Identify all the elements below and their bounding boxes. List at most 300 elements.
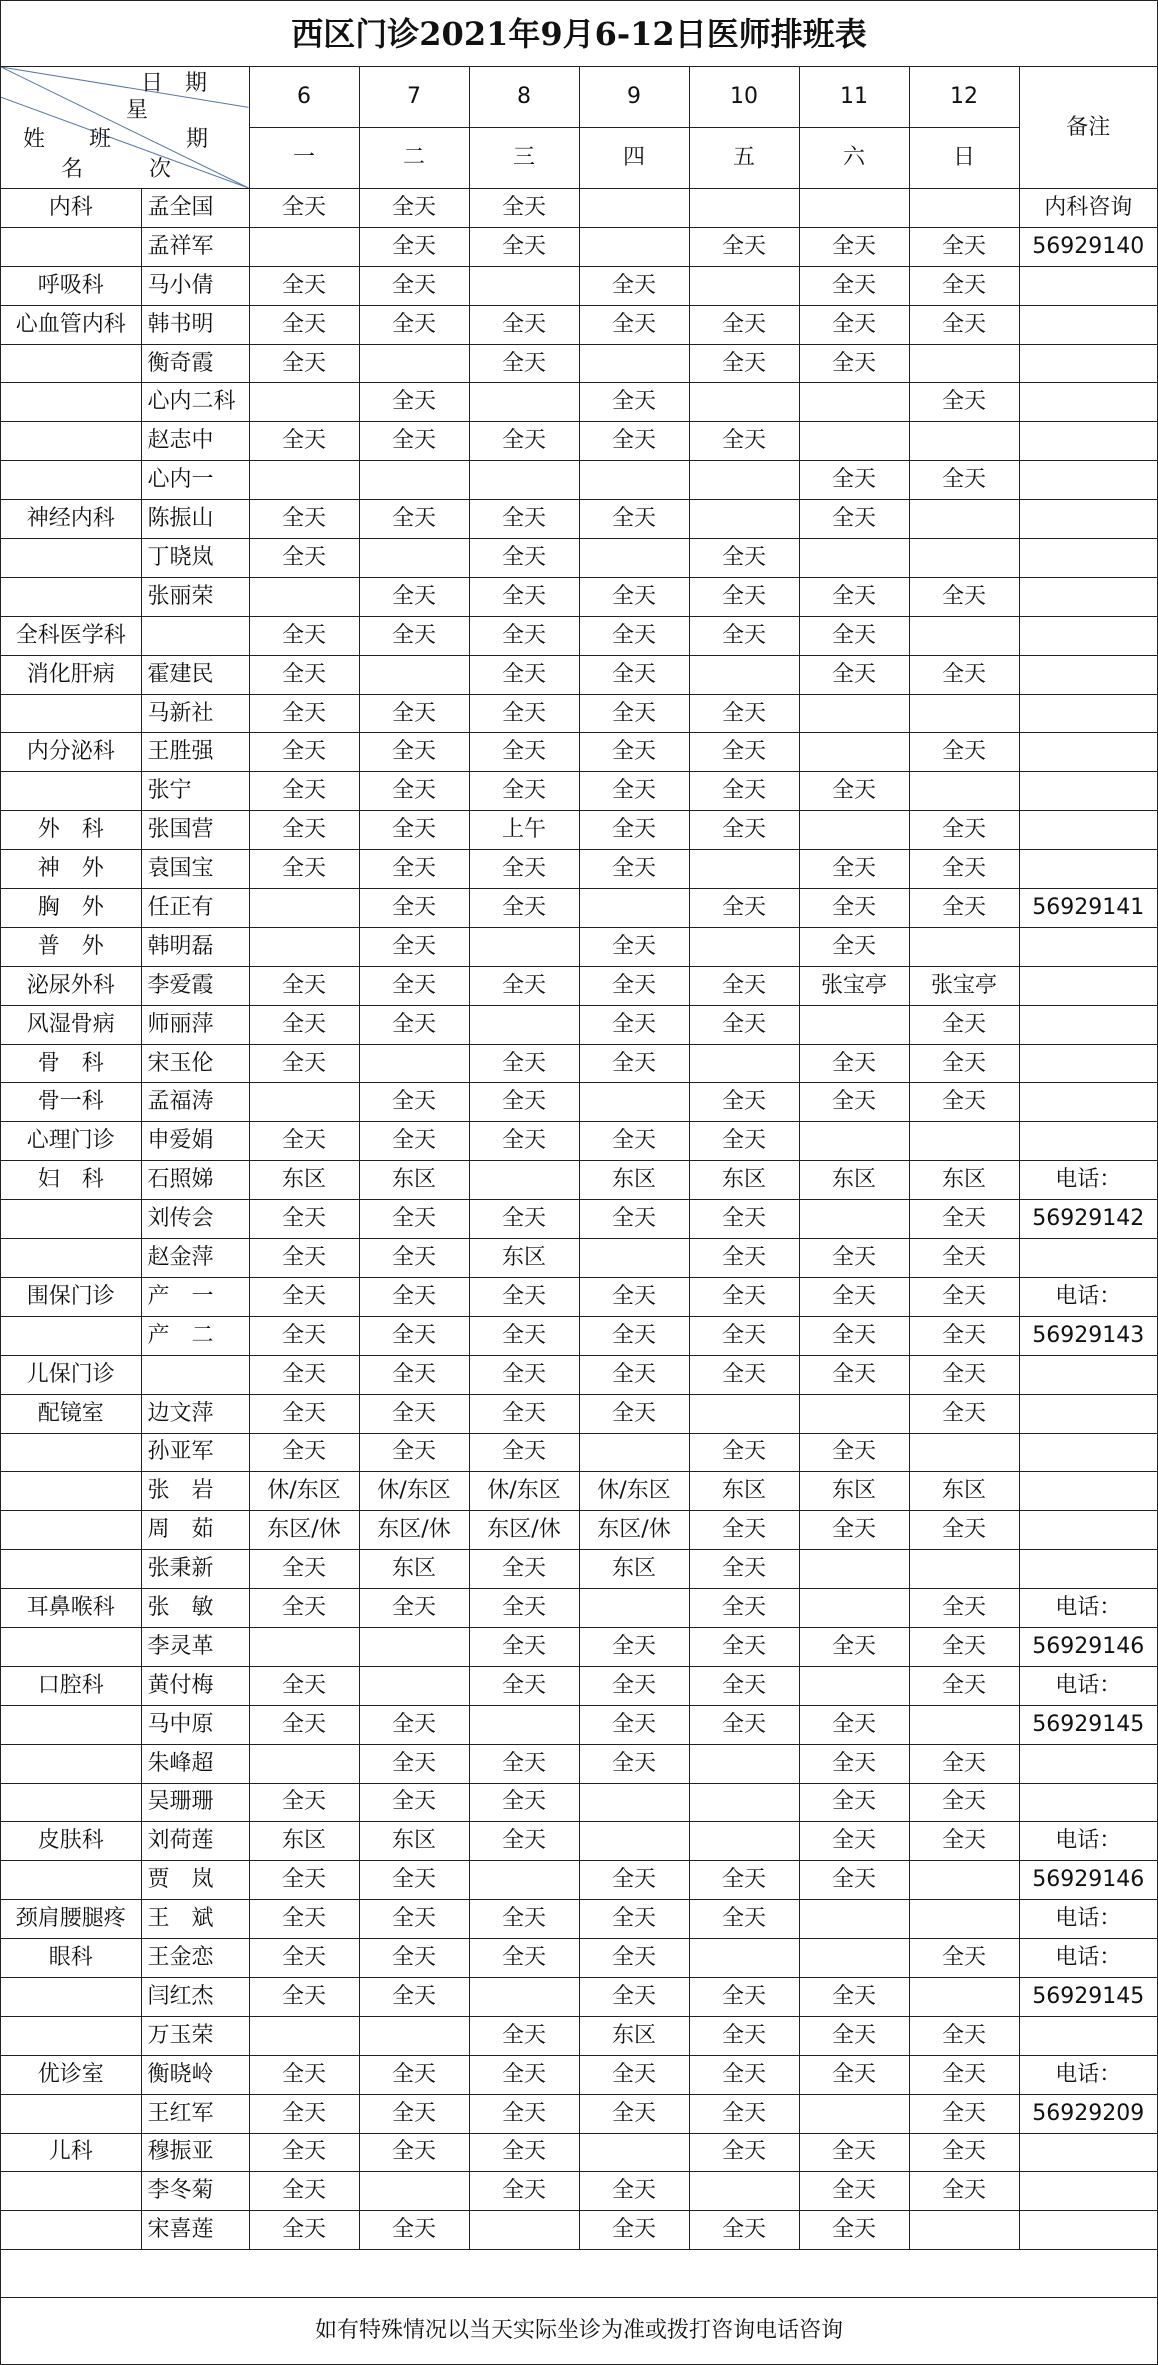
table-row <box>1 1783 1157 1822</box>
shift-cell: 全天 <box>689 1511 799 1550</box>
table-row <box>1 1433 1157 1472</box>
shift-cell: 全天 <box>689 2133 799 2172</box>
remarks-cell <box>1019 2133 1157 2172</box>
shift-cell <box>249 889 359 928</box>
department-cell <box>1 539 141 578</box>
shift-cell <box>249 1627 359 1666</box>
remarks-cell: 56929145 <box>1019 1705 1157 1744</box>
shift-cell: 全天 <box>689 1433 799 1472</box>
shift-cell <box>799 1666 909 1705</box>
shift-cell: 全天 <box>689 1239 799 1278</box>
shift-cell: 全天 <box>579 966 689 1005</box>
shift-cell: 东区 <box>909 1472 1019 1511</box>
doctor-name-cell: 孟全国 <box>141 189 249 228</box>
shift-cell: 全天 <box>579 1977 689 2016</box>
shift-cell: 全天 <box>579 811 689 850</box>
shift-cell: 全天 <box>579 383 689 422</box>
shift-cell: 全天 <box>689 1083 799 1122</box>
table-row <box>1 227 1157 266</box>
doctor-name-cell: 穆振亚 <box>141 2133 249 2172</box>
shift-cell: 全天 <box>579 2094 689 2133</box>
shift-cell: 全天 <box>799 1861 909 1900</box>
department-cell: 内科 <box>1 189 141 228</box>
shift-cell: 全天 <box>689 422 799 461</box>
shift-cell: 全天 <box>469 1083 579 1122</box>
weekday-mon: 一 <box>249 128 359 189</box>
table-row <box>1 772 1157 811</box>
shift-cell: 全天 <box>799 2133 909 2172</box>
shift-cell: 全天 <box>249 1783 359 1822</box>
shift-cell: 全天 <box>799 2016 909 2055</box>
shift-cell: 全天 <box>799 1783 909 1822</box>
department-cell <box>1 1705 141 1744</box>
shift-cell: 全天 <box>359 811 469 850</box>
shift-cell: 全天 <box>799 927 909 966</box>
remarks-cell: 电话： <box>1019 1277 1157 1316</box>
shift-cell: 全天 <box>359 422 469 461</box>
shift-cell <box>799 1394 909 1433</box>
shift-cell <box>799 189 909 228</box>
shift-cell: 全天 <box>249 655 359 694</box>
department-cell: 骨一科 <box>1 1083 141 1122</box>
department-cell: 神 外 <box>1 850 141 889</box>
shift-cell: 全天 <box>249 1316 359 1355</box>
shift-cell: 全天 <box>249 1589 359 1628</box>
shift-cell <box>359 2016 469 2055</box>
doctor-name-cell: 吴珊珊 <box>141 1783 249 1822</box>
table-row <box>1 889 1157 928</box>
table-row <box>1 2211 1157 2250</box>
shift-cell <box>909 927 1019 966</box>
department-cell: 皮肤科 <box>1 1822 141 1861</box>
department-cell <box>1 1511 141 1550</box>
shift-cell: 全天 <box>909 2094 1019 2133</box>
table-row <box>1 1239 1157 1278</box>
shift-cell: 全天 <box>799 1277 909 1316</box>
table-row <box>1 850 1157 889</box>
doctor-name-cell: 产 一 <box>141 1277 249 1316</box>
table-row <box>1 305 1157 344</box>
table-row <box>1 500 1157 539</box>
doctor-name-cell: 孟祥军 <box>141 227 249 266</box>
shift-cell: 全天 <box>579 1666 689 1705</box>
table-row <box>1 616 1157 655</box>
shift-cell <box>799 1122 909 1161</box>
shift-cell: 全天 <box>359 1900 469 1939</box>
shift-cell: 全天 <box>469 1627 579 1666</box>
shift-cell <box>469 1861 579 1900</box>
shift-cell: 全天 <box>249 966 359 1005</box>
date-10: 10 <box>689 67 799 128</box>
weekday-tue: 二 <box>359 128 469 189</box>
shift-cell <box>469 2211 579 2250</box>
shift-cell: 全天 <box>359 1122 469 1161</box>
remarks-cell: 内科咨询 <box>1019 189 1157 228</box>
table-row <box>1 266 1157 305</box>
shift-cell: 全天 <box>359 1239 469 1278</box>
shift-cell: 全天 <box>469 500 579 539</box>
remarks-cell: 56929209 <box>1019 2094 1157 2133</box>
remarks-cell <box>1019 694 1157 733</box>
doctor-name-cell: 任正有 <box>141 889 249 928</box>
shift-cell: 全天 <box>359 1200 469 1239</box>
shift-cell: 全天 <box>359 889 469 928</box>
remarks-cell <box>1019 1511 1157 1550</box>
shift-cell: 全天 <box>359 2133 469 2172</box>
shift-cell: 全天 <box>579 1394 689 1433</box>
shift-cell: 全天 <box>249 1705 359 1744</box>
table-row <box>1 1861 1157 1900</box>
shift-cell: 全天 <box>359 1394 469 1433</box>
shift-cell: 全天 <box>909 227 1019 266</box>
shift-cell <box>909 1705 1019 1744</box>
shift-cell <box>249 927 359 966</box>
shift-cell: 全天 <box>799 1511 909 1550</box>
shift-cell <box>799 1589 909 1628</box>
department-cell: 妇 科 <box>1 1161 141 1200</box>
shift-cell: 全天 <box>359 266 469 305</box>
shift-cell: 全天 <box>359 1005 469 1044</box>
shift-cell: 全天 <box>249 539 359 578</box>
date-12: 12 <box>909 67 1019 128</box>
shift-cell <box>579 227 689 266</box>
shift-cell: 全天 <box>799 1083 909 1122</box>
remarks-header: 备注 <box>1019 67 1157 189</box>
shift-cell: 全天 <box>579 1005 689 1044</box>
corner-period-label: 期 <box>186 127 209 152</box>
doctor-name-cell: 张 岩 <box>141 1472 249 1511</box>
shift-cell <box>909 500 1019 539</box>
shift-cell: 全天 <box>689 1705 799 1744</box>
shift-cell: 全天 <box>359 1783 469 1822</box>
remarks-cell <box>1019 811 1157 850</box>
shift-cell: 全天 <box>909 811 1019 850</box>
shift-cell: 全天 <box>249 1200 359 1239</box>
shift-cell: 全天 <box>469 616 579 655</box>
shift-cell: 全天 <box>359 1277 469 1316</box>
table-row <box>1 1666 1157 1705</box>
shift-cell: 全天 <box>689 1316 799 1355</box>
table-row <box>1 1589 1157 1628</box>
remarks-cell <box>1019 1472 1157 1511</box>
shift-cell: 全天 <box>689 1550 799 1589</box>
shift-cell: 全天 <box>909 1589 1019 1628</box>
department-cell <box>1 694 141 733</box>
shift-cell: 全天 <box>579 1627 689 1666</box>
shift-cell: 全天 <box>579 1355 689 1394</box>
table-row <box>1 1705 1157 1744</box>
shift-cell: 全天 <box>359 2055 469 2094</box>
remarks-cell <box>1019 1239 1157 1278</box>
remarks-cell: 56929146 <box>1019 1861 1157 1900</box>
shift-cell: 全天 <box>249 1900 359 1939</box>
shift-cell: 全天 <box>689 1666 799 1705</box>
shift-cell <box>799 2094 909 2133</box>
doctor-name-cell: 边文萍 <box>141 1394 249 1433</box>
doctor-name-cell: 张丽荣 <box>141 577 249 616</box>
shift-cell: 东区 <box>689 1161 799 1200</box>
shift-cell: 全天 <box>469 2094 579 2133</box>
shift-cell: 全天 <box>469 655 579 694</box>
shift-cell: 全天 <box>799 1627 909 1666</box>
doctor-name-cell: 朱峰超 <box>141 1744 249 1783</box>
shift-cell: 全天 <box>359 772 469 811</box>
shift-cell <box>909 344 1019 383</box>
shift-cell: 全天 <box>469 2133 579 2172</box>
shift-cell: 东区/休 <box>359 1511 469 1550</box>
doctor-name-cell: 石照娣 <box>141 1161 249 1200</box>
shift-cell: 全天 <box>909 1627 1019 1666</box>
shift-cell: 全天 <box>469 577 579 616</box>
shift-cell <box>359 2172 469 2211</box>
shift-cell: 全天 <box>249 694 359 733</box>
doctor-name-cell: 韩明磊 <box>141 927 249 966</box>
shift-cell: 全天 <box>469 1277 579 1316</box>
shift-cell: 休/东区 <box>249 1472 359 1511</box>
doctor-name-cell: 王红军 <box>141 2094 249 2133</box>
shift-cell: 全天 <box>359 2094 469 2133</box>
doctor-name-cell: 李冬菊 <box>141 2172 249 2211</box>
remarks-cell <box>1019 655 1157 694</box>
shift-cell: 全天 <box>909 889 1019 928</box>
remarks-cell <box>1019 616 1157 655</box>
department-cell <box>1 227 141 266</box>
table-row <box>1 1627 1157 1666</box>
shift-cell: 全天 <box>909 2055 1019 2094</box>
shift-cell: 全天 <box>469 733 579 772</box>
schedule-table <box>1 67 1157 2250</box>
table-row <box>1 927 1157 966</box>
shift-cell: 全天 <box>469 1589 579 1628</box>
doctor-name-cell: 王 斌 <box>141 1900 249 1939</box>
doctor-name-cell: 师丽萍 <box>141 1005 249 1044</box>
remarks-cell: 电话： <box>1019 1161 1157 1200</box>
shift-cell: 东区 <box>249 1161 359 1200</box>
shift-cell: 全天 <box>909 305 1019 344</box>
shift-cell: 全天 <box>469 189 579 228</box>
shift-cell: 全天 <box>249 850 359 889</box>
shift-cell: 全天 <box>579 1200 689 1239</box>
remarks-cell <box>1019 2172 1157 2211</box>
table-row <box>1 1161 1157 1200</box>
shift-cell: 全天 <box>689 1200 799 1239</box>
shift-cell: 全天 <box>359 1355 469 1394</box>
shift-cell: 全天 <box>689 2055 799 2094</box>
shift-cell: 东区 <box>909 1161 1019 1200</box>
shift-cell <box>579 1783 689 1822</box>
department-cell: 心血管内科 <box>1 305 141 344</box>
department-cell: 内分泌科 <box>1 733 141 772</box>
shift-cell: 全天 <box>579 694 689 733</box>
doctor-name-cell: 产 二 <box>141 1316 249 1355</box>
shift-cell <box>799 1200 909 1239</box>
shift-cell: 全天 <box>359 500 469 539</box>
shift-cell: 全天 <box>579 927 689 966</box>
shift-cell: 全天 <box>249 811 359 850</box>
table-row <box>1 344 1157 383</box>
shift-cell: 全天 <box>469 772 579 811</box>
shift-cell: 张宝亭 <box>909 966 1019 1005</box>
shift-cell <box>909 1900 1019 1939</box>
remarks-cell <box>1019 733 1157 772</box>
shift-cell <box>249 461 359 500</box>
shift-cell <box>799 539 909 578</box>
department-cell <box>1 2211 141 2250</box>
shift-cell: 全天 <box>359 227 469 266</box>
department-cell <box>1 1200 141 1239</box>
shift-cell: 全天 <box>469 539 579 578</box>
shift-cell: 全天 <box>799 1433 909 1472</box>
shift-cell: 全天 <box>469 2172 579 2211</box>
shift-cell: 张宝亭 <box>799 966 909 1005</box>
shift-cell: 全天 <box>359 1433 469 1472</box>
table-row <box>1 461 1157 500</box>
shift-cell <box>249 227 359 266</box>
shift-cell: 全天 <box>469 889 579 928</box>
shift-cell: 全天 <box>469 344 579 383</box>
shift-cell: 全天 <box>469 1666 579 1705</box>
shift-cell <box>469 1161 579 1200</box>
department-cell: 骨 科 <box>1 1044 141 1083</box>
remarks-cell <box>1019 500 1157 539</box>
shift-cell <box>909 1861 1019 1900</box>
remarks-cell <box>1019 1394 1157 1433</box>
doctor-name-cell: 刘荷莲 <box>141 1822 249 1861</box>
remarks-cell <box>1019 383 1157 422</box>
shift-cell: 全天 <box>909 1200 1019 1239</box>
table-row <box>1 1472 1157 1511</box>
table-row <box>1 1200 1157 1239</box>
shift-cell: 全天 <box>469 694 579 733</box>
shift-cell: 全天 <box>909 850 1019 889</box>
remarks-cell <box>1019 305 1157 344</box>
shift-cell: 全天 <box>469 1783 579 1822</box>
shift-cell: 全天 <box>799 1705 909 1744</box>
shift-cell: 东区/休 <box>579 1511 689 1550</box>
department-cell: 颈肩腰腿疼 <box>1 1900 141 1939</box>
department-cell: 心理门诊 <box>1 1122 141 1161</box>
shift-cell <box>909 772 1019 811</box>
shift-cell <box>909 1550 1019 1589</box>
shift-cell: 全天 <box>689 1589 799 1628</box>
shift-cell: 全天 <box>359 616 469 655</box>
shift-cell: 全天 <box>689 577 799 616</box>
shift-cell <box>799 694 909 733</box>
shift-cell: 全天 <box>359 2211 469 2250</box>
shift-cell: 全天 <box>359 577 469 616</box>
doctor-name-cell: 陈振山 <box>141 500 249 539</box>
doctor-name-cell: 韩书明 <box>141 305 249 344</box>
shift-cell: 全天 <box>469 850 579 889</box>
department-cell: 泌尿外科 <box>1 966 141 1005</box>
doctor-name-cell <box>141 1355 249 1394</box>
remarks-cell <box>1019 1744 1157 1783</box>
shift-cell: 全天 <box>579 422 689 461</box>
shift-cell: 全天 <box>579 1122 689 1161</box>
shift-cell: 东区 <box>579 1161 689 1200</box>
shift-cell: 全天 <box>799 1977 909 2016</box>
shift-cell <box>799 422 909 461</box>
remarks-cell: 电话： <box>1019 2055 1157 2094</box>
shift-cell: 全天 <box>249 1977 359 2016</box>
remarks-cell: 56929143 <box>1019 1316 1157 1355</box>
shift-cell: 全天 <box>689 889 799 928</box>
remarks-cell: 电话： <box>1019 1666 1157 1705</box>
remarks-cell: 56929141 <box>1019 889 1157 928</box>
table-row <box>1 655 1157 694</box>
doctor-name-cell: 赵金萍 <box>141 1239 249 1278</box>
shift-cell: 全天 <box>689 772 799 811</box>
department-cell <box>1 344 141 383</box>
shift-cell: 全天 <box>359 850 469 889</box>
shift-cell: 全天 <box>249 344 359 383</box>
shift-cell: 全天 <box>359 1316 469 1355</box>
shift-cell: 全天 <box>689 1977 799 2016</box>
department-cell: 眼科 <box>1 1939 141 1978</box>
doctor-name-cell: 赵志中 <box>141 422 249 461</box>
shift-cell: 全天 <box>689 2211 799 2250</box>
shift-cell: 全天 <box>249 1122 359 1161</box>
shift-cell: 全天 <box>579 2055 689 2094</box>
table-row <box>1 1394 1157 1433</box>
shift-cell: 全天 <box>689 616 799 655</box>
shift-cell: 全天 <box>249 2172 359 2211</box>
shift-cell: 东区 <box>799 1161 909 1200</box>
department-cell: 优诊室 <box>1 2055 141 2094</box>
shift-cell <box>909 422 1019 461</box>
shift-cell: 全天 <box>359 189 469 228</box>
remarks-cell <box>1019 461 1157 500</box>
doctor-name-cell: 孟福涛 <box>141 1083 249 1122</box>
shift-cell: 全天 <box>579 1861 689 1900</box>
shift-cell: 全天 <box>909 2133 1019 2172</box>
shift-cell <box>799 1900 909 1939</box>
shift-cell: 全天 <box>689 344 799 383</box>
shift-cell: 全天 <box>799 1044 909 1083</box>
shift-cell: 全天 <box>579 500 689 539</box>
shift-cell: 全天 <box>799 1239 909 1278</box>
table-row <box>1 189 1157 228</box>
weekday-wed: 三 <box>469 128 579 189</box>
shift-cell <box>579 461 689 500</box>
shift-cell: 全天 <box>909 655 1019 694</box>
shift-cell: 全天 <box>689 2016 799 2055</box>
shift-cell: 全天 <box>909 1744 1019 1783</box>
shift-cell: 全天 <box>799 1744 909 1783</box>
doctor-name-cell: 王胜强 <box>141 733 249 772</box>
shift-cell <box>249 1744 359 1783</box>
shift-cell: 全天 <box>579 266 689 305</box>
shift-cell: 东区 <box>579 2016 689 2055</box>
shift-cell <box>359 1627 469 1666</box>
doctor-name-cell: 张 敏 <box>141 1589 249 1628</box>
shift-cell: 休/东区 <box>579 1472 689 1511</box>
table-row <box>1 1977 1157 2016</box>
shift-cell <box>469 927 579 966</box>
doctor-name-cell: 张宁 <box>141 772 249 811</box>
department-cell: 口腔科 <box>1 1666 141 1705</box>
shift-cell: 全天 <box>579 1316 689 1355</box>
shift-cell: 全天 <box>909 577 1019 616</box>
shift-cell: 全天 <box>469 1122 579 1161</box>
shift-cell: 全天 <box>799 1316 909 1355</box>
table-row <box>1 966 1157 1005</box>
department-cell: 外 科 <box>1 811 141 850</box>
shift-cell: 全天 <box>689 966 799 1005</box>
date-7: 7 <box>359 67 469 128</box>
shift-cell: 全天 <box>469 2016 579 2055</box>
shift-cell: 全天 <box>249 422 359 461</box>
